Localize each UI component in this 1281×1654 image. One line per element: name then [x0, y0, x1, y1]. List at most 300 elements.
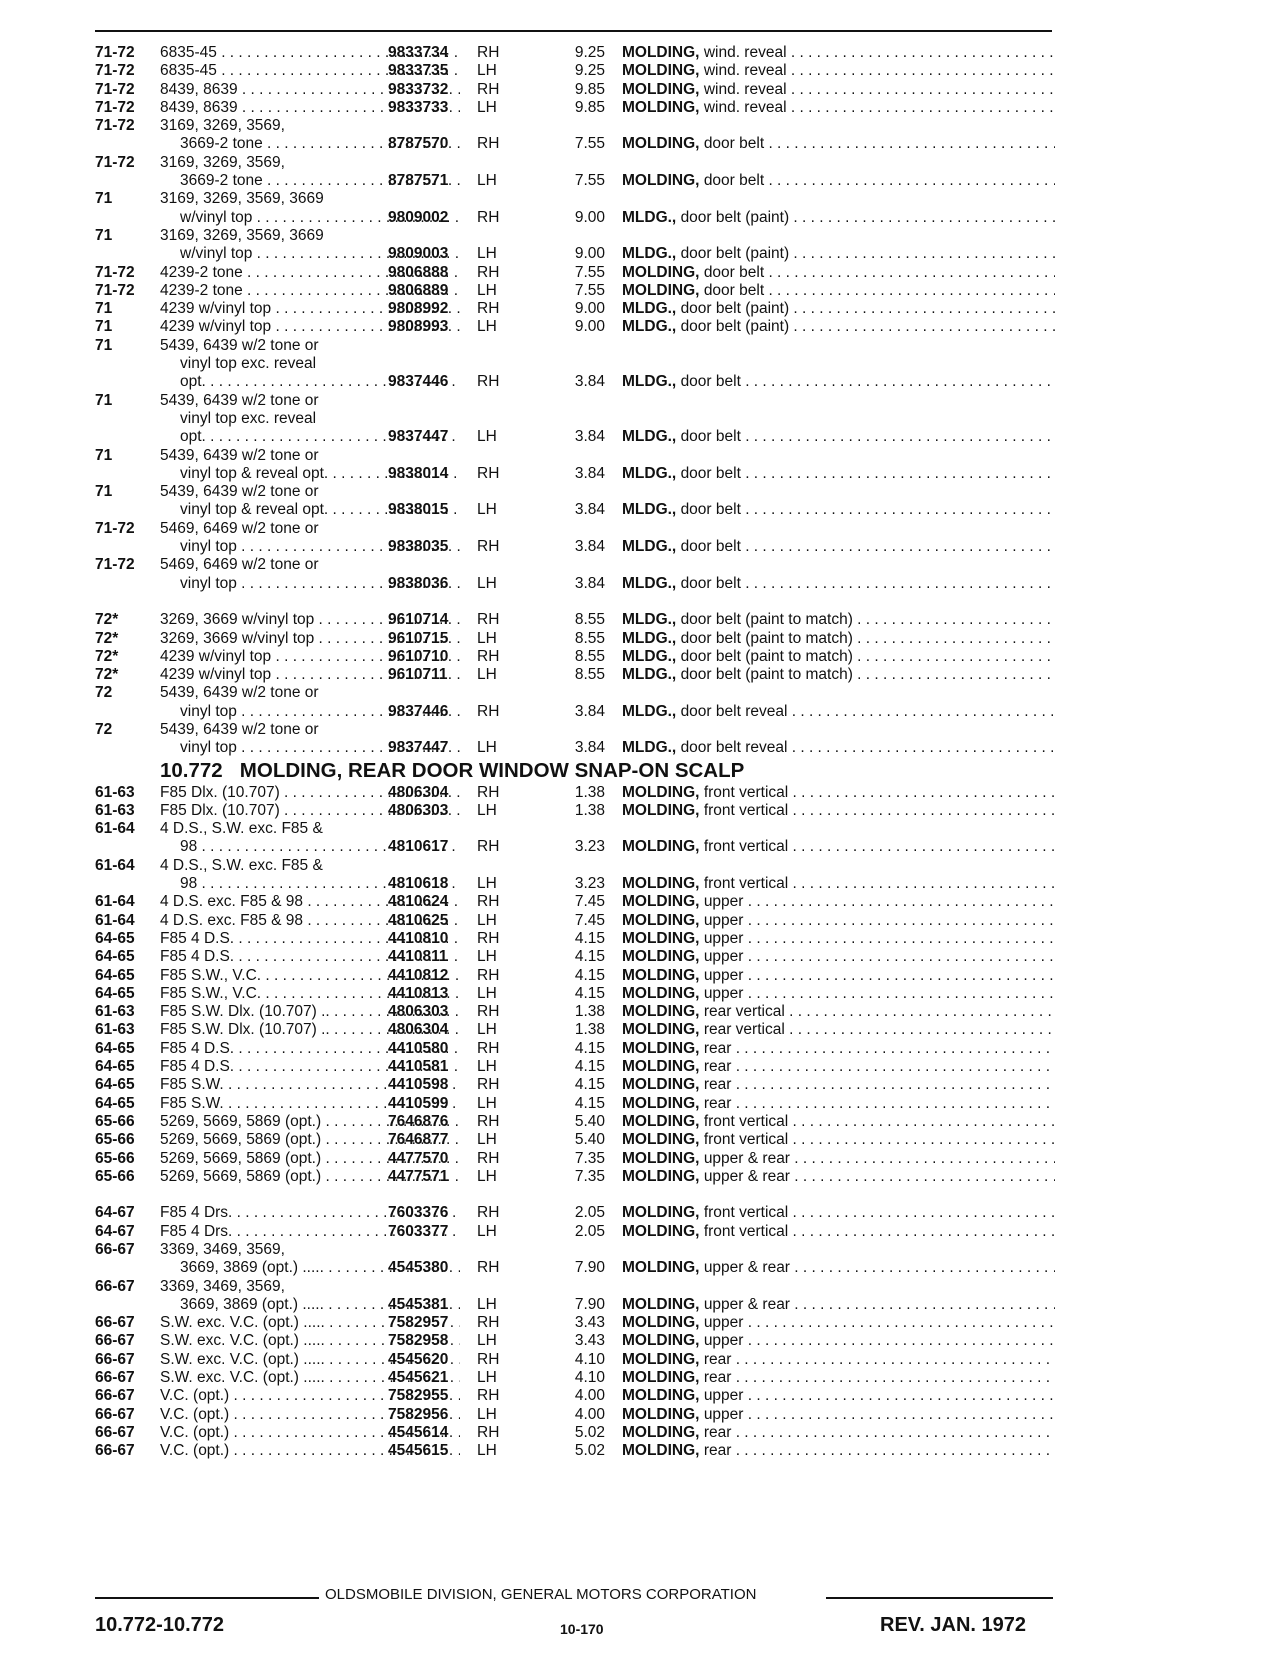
description-head: MOLDING,: [622, 172, 700, 190]
model-application-text: opt.: [180, 373, 206, 391]
part-number-text: 4545381: [388, 1295, 449, 1313]
side-text: LH: [477, 1167, 497, 1185]
price: [560, 575, 605, 593]
part-number: [388, 648, 478, 666]
model-year-text: 71-72: [95, 263, 135, 281]
description-head: MLDG.,: [622, 464, 677, 482]
model-application-text: S.W. exc. V.C. (opt.) .....: [160, 1369, 325, 1387]
part-number-text: 4410813: [388, 984, 449, 1002]
table-row: [95, 117, 1055, 135]
description: [622, 1259, 1055, 1277]
description: [622, 1021, 1055, 1039]
description: [622, 1058, 1055, 1076]
part-number-text: 4545621: [388, 1369, 449, 1387]
model-application: [160, 1278, 460, 1296]
price-text: 5.40: [574, 1131, 605, 1149]
part-number: [388, 575, 478, 593]
description-detail: door belt (paint to match): [680, 629, 853, 647]
description: [622, 465, 1055, 483]
side: [477, 1204, 507, 1222]
model-application-text: 5469, 6469 w/2 tone or: [160, 519, 319, 537]
description-detail: front vertical: [703, 1131, 789, 1149]
table-row: [95, 447, 1055, 465]
price: [560, 1332, 605, 1350]
table-row: [95, 684, 1055, 702]
description-head: MOLDING,: [622, 984, 700, 1002]
model-year-text: 64-67: [95, 1204, 135, 1222]
description: [622, 784, 1055, 802]
price-text: 9.00: [574, 300, 605, 318]
description-head: MOLDING,: [622, 838, 700, 856]
model-year-text: 71: [95, 226, 113, 244]
description-detail: front vertical: [703, 1112, 789, 1130]
model-year: [95, 1113, 157, 1131]
model-application: [180, 355, 460, 373]
side-text: RH: [477, 783, 500, 801]
price: [560, 209, 605, 227]
side: [477, 264, 507, 282]
description: [622, 1442, 1055, 1460]
part-number-text: 9610714: [388, 611, 449, 629]
price-text: 4.15: [574, 966, 605, 984]
description-head: MLDG.,: [622, 629, 677, 647]
side-text: LH: [477, 1369, 497, 1387]
part-number: [388, 1040, 478, 1058]
side: [477, 1168, 507, 1186]
model-application-text: 5469, 6469 w/2 tone or: [160, 556, 319, 574]
part-number-text: 7582956: [388, 1405, 449, 1423]
table-row: [95, 1369, 1055, 1387]
part-number: [388, 62, 478, 80]
price-text: 3.84: [574, 574, 605, 592]
description-head: MLDG.,: [622, 611, 677, 629]
side: [477, 611, 507, 629]
part-number-text: 4410812: [388, 966, 449, 984]
table-row: [95, 465, 1055, 483]
description-head: MOLDING,: [622, 1442, 700, 1460]
part-number-text: 9838036: [388, 574, 449, 592]
part-number-text: 9838015: [388, 501, 449, 519]
side: [477, 948, 507, 966]
table-row: [95, 948, 1055, 966]
description: [622, 739, 1055, 757]
description-detail: door belt: [680, 428, 741, 446]
model-year-text: 71: [95, 391, 113, 409]
description: [622, 1204, 1055, 1222]
model-year: [95, 1351, 157, 1369]
description: [622, 62, 1055, 80]
price-text: 3.84: [574, 373, 605, 391]
description: [622, 282, 1055, 300]
side: [477, 630, 507, 648]
description-detail: upper: [703, 984, 744, 1002]
model-application-text: 5439, 6439 w/2 tone or: [160, 720, 319, 738]
model-application-text: 5269, 5669, 5869 (opt.) .: [160, 1167, 330, 1185]
description-head: MLDG.,: [622, 501, 677, 519]
model-year-text: 61-64: [95, 820, 135, 838]
table-row: [95, 1314, 1055, 1332]
price: [560, 1131, 605, 1149]
side: [477, 373, 507, 391]
price: [560, 428, 605, 446]
model-year: [95, 318, 157, 336]
part-number-text: 9838035: [388, 538, 449, 556]
part-number-text: 9808993: [388, 318, 449, 336]
description-head: MLDG.,: [622, 666, 677, 684]
description-head: MOLDING,: [622, 1039, 700, 1057]
price: [560, 44, 605, 62]
description: [622, 44, 1055, 62]
model-application-text: vinyl top: [180, 702, 237, 720]
model-year: [95, 392, 157, 410]
model-application-text: vinyl top & reveal opt. .: [180, 464, 337, 482]
description: [622, 209, 1055, 227]
side: [477, 802, 507, 820]
description-detail: front vertical: [703, 1204, 789, 1222]
price-text: 3.43: [574, 1314, 605, 1332]
part-number: [388, 948, 478, 966]
side: [477, 1424, 507, 1442]
model-application-text: 3169, 3269, 3569, 3669: [160, 190, 324, 208]
price: [560, 282, 605, 300]
price: [560, 1113, 605, 1131]
price: [560, 1204, 605, 1222]
side-text: LH: [477, 911, 497, 929]
model-year-text: 71: [95, 318, 113, 336]
part-number-text: 4410811: [388, 948, 448, 966]
side: [477, 1442, 507, 1460]
model-application-text: F85 4 D.S.: [160, 948, 235, 966]
model-year-text: 64-65: [95, 1076, 135, 1094]
model-application: [160, 154, 460, 172]
price-text: 3.23: [574, 838, 605, 856]
part-number-text: 9837446: [388, 373, 449, 391]
description: [622, 245, 1055, 263]
description-head: MOLDING,: [622, 1167, 700, 1185]
side: [477, 538, 507, 556]
table-row: [95, 1095, 1055, 1113]
price-text: 2.05: [574, 1204, 605, 1222]
price-text: 9.85: [574, 98, 605, 116]
price: [560, 611, 605, 629]
side: [477, 1223, 507, 1241]
table-row: [95, 355, 1055, 373]
model-application-text: 4 D.S. exc. F85 & 98: [160, 893, 304, 911]
side: [477, 1369, 507, 1387]
description: [622, 703, 1055, 721]
description-head: MLDG.,: [622, 702, 677, 720]
price-text: 3.84: [574, 739, 605, 757]
table-row: [95, 1241, 1055, 1259]
model-year-text: 64-65: [95, 984, 135, 1002]
model-application: [160, 721, 460, 739]
price-text: 4.15: [574, 929, 605, 947]
part-number: [388, 739, 478, 757]
side-text: LH: [477, 428, 497, 446]
description: [622, 875, 1055, 893]
description-detail: door belt: [703, 281, 765, 299]
model-application-text: 4239 w/vinyl top: [160, 300, 272, 318]
model-year: [95, 44, 157, 62]
model-year-text: 64-65: [95, 1039, 135, 1057]
side-text: RH: [477, 1423, 500, 1441]
description-detail: door belt: [680, 373, 741, 391]
side-text: RH: [477, 893, 500, 911]
model-year: [95, 893, 157, 911]
parts-group-upper: [95, 44, 1055, 758]
model-application: [160, 483, 460, 501]
model-year: [95, 1278, 157, 1296]
description: [622, 648, 1055, 666]
footer-page-number: 10-170: [560, 1621, 604, 1637]
description-detail: upper & rear: [703, 1167, 790, 1185]
model-year: [95, 447, 157, 465]
model-application-text: 4239 w/vinyl top: [160, 318, 272, 336]
price: [560, 948, 605, 966]
side-text: RH: [477, 538, 500, 556]
side-text: LH: [477, 245, 497, 263]
description-head: MOLDING,: [622, 948, 700, 966]
part-number-text: 9837447: [388, 428, 449, 446]
part-number-text: 9806888: [388, 263, 449, 281]
table-row: [95, 1351, 1055, 1369]
table-row: [95, 739, 1055, 757]
price: [560, 703, 605, 721]
table-row: [95, 1021, 1055, 1039]
model-year-text: 61-63: [95, 783, 135, 801]
table-row: [95, 300, 1055, 318]
side: [477, 318, 507, 336]
side: [477, 245, 507, 263]
model-year-text: 71-72: [95, 117, 135, 135]
part-number: [388, 501, 478, 519]
description-detail: upper: [703, 893, 744, 911]
model-year-text: 66-67: [95, 1369, 135, 1387]
side-text: RH: [477, 1149, 500, 1167]
description-detail: wind. reveal: [703, 98, 787, 116]
side-text: RH: [477, 135, 500, 153]
description-head: MOLDING,: [622, 263, 700, 281]
model-year-text: 66-67: [95, 1350, 135, 1368]
table-row: [95, 264, 1055, 282]
part-number: [388, 1131, 478, 1149]
side-text: RH: [477, 1350, 500, 1368]
table-row: [95, 1406, 1055, 1424]
description-head: MOLDING,: [622, 929, 700, 947]
price: [560, 1040, 605, 1058]
side: [477, 739, 507, 757]
part-number: [388, 875, 478, 893]
model-application-text: 6835-45: [160, 44, 217, 61]
table-row: [95, 373, 1055, 391]
part-number-text: 4477570: [388, 1149, 449, 1167]
description-detail: upper: [703, 1314, 744, 1332]
model-year-text: 66-67: [95, 1405, 135, 1423]
side: [477, 172, 507, 190]
description-detail: rear: [703, 1058, 732, 1076]
description-head: MOLDING,: [622, 1387, 700, 1405]
description: [622, 1332, 1055, 1350]
part-number-text: 7603376: [388, 1204, 449, 1222]
model-application-text: 3669-2 tone: [180, 135, 263, 153]
price-text: 3.84: [574, 428, 605, 446]
section-number: 10.772: [160, 758, 223, 782]
table-row: [95, 428, 1055, 446]
model-year: [95, 1040, 157, 1058]
model-year-text: 64-65: [95, 929, 135, 947]
side-text: RH: [477, 929, 500, 947]
price-text: 3.23: [574, 875, 605, 893]
price-text: 1.38: [574, 1003, 605, 1021]
model-application-text: F85 Dlx. (10.707): [160, 801, 280, 819]
model-year: [95, 611, 157, 629]
side-text: LH: [477, 172, 497, 190]
side-text: LH: [477, 1442, 497, 1460]
description: [622, 630, 1055, 648]
table-row: [95, 1040, 1055, 1058]
model-application-text: vinyl top: [180, 538, 237, 556]
description-head: MOLDING,: [622, 1369, 700, 1387]
model-year: [95, 967, 157, 985]
description: [622, 1223, 1055, 1241]
part-number-text: 9809002: [388, 208, 449, 226]
model-year-text: 72: [95, 684, 113, 702]
side: [477, 893, 507, 911]
side: [477, 282, 507, 300]
side-text: LH: [477, 1021, 497, 1039]
model-application-text: 5269, 5669, 5869 (opt.) .: [160, 1149, 330, 1167]
model-application-text: 5439, 6439 w/2 tone or: [160, 391, 319, 409]
price: [560, 1223, 605, 1241]
part-number-text: 9833734: [388, 44, 449, 61]
part-number-text: 4810618: [388, 875, 449, 893]
table-row: [95, 1003, 1055, 1021]
description-detail: door belt (paint to match): [680, 647, 853, 665]
side: [477, 967, 507, 985]
price: [560, 893, 605, 911]
price-text: 7.45: [574, 893, 605, 911]
price-text: 5.02: [574, 1442, 605, 1460]
model-year: [95, 1003, 157, 1021]
model-application: [160, 447, 460, 465]
part-number: [388, 318, 478, 336]
side-text: RH: [477, 647, 500, 665]
model-year-text: 61-63: [95, 801, 135, 819]
side: [477, 300, 507, 318]
side: [477, 1387, 507, 1405]
description: [622, 1296, 1055, 1314]
table-row: [95, 721, 1055, 739]
part-number: [388, 209, 478, 227]
model-application-text: S.W. exc. V.C. (opt.) .....: [160, 1350, 325, 1368]
price: [560, 1314, 605, 1332]
description-head: MOLDING,: [622, 1003, 700, 1021]
table-row: [95, 1204, 1055, 1222]
part-number: [388, 1314, 478, 1332]
price: [560, 318, 605, 336]
table-row: [95, 227, 1055, 245]
model-year: [95, 556, 157, 574]
model-year-text: 66-67: [95, 1332, 135, 1350]
model-application-text: w/vinyl top: [180, 245, 253, 263]
description-detail: upper: [703, 929, 744, 947]
side: [477, 1150, 507, 1168]
price-text: 7.55: [574, 135, 605, 153]
side: [477, 912, 507, 930]
part-number: [388, 1058, 478, 1076]
table-row: [95, 630, 1055, 648]
price-text: 4.00: [574, 1387, 605, 1405]
price: [560, 1442, 605, 1460]
price-text: 9.25: [574, 44, 605, 61]
model-year-text: 71: [95, 483, 113, 501]
table-row: [95, 44, 1055, 62]
table-row: [95, 875, 1055, 893]
side: [477, 1058, 507, 1076]
side-text: LH: [477, 801, 497, 819]
model-application: [160, 392, 460, 410]
price-text: 4.00: [574, 1405, 605, 1423]
description-detail: front vertical: [703, 801, 789, 819]
side-text: LH: [477, 875, 497, 893]
model-year: [95, 520, 157, 538]
table-row: [95, 703, 1055, 721]
description-head: MOLDING,: [622, 1423, 700, 1441]
model-year-text: 71-72: [95, 62, 135, 80]
price: [560, 1168, 605, 1186]
model-year-text: 72*: [95, 611, 119, 629]
description: [622, 1369, 1055, 1387]
part-number: [388, 99, 478, 117]
description-detail: rear vertical: [703, 1021, 785, 1039]
part-number: [388, 1296, 478, 1314]
model-application-text: 5269, 5669, 5869 (opt.) .: [160, 1112, 330, 1130]
table-row: [95, 410, 1055, 428]
side-text: LH: [477, 984, 497, 1002]
description: [622, 967, 1055, 985]
description-head: MOLDING,: [622, 875, 700, 893]
table-row: [95, 190, 1055, 208]
description: [622, 1168, 1055, 1186]
model-application: [160, 684, 460, 702]
model-year-text: 61-64: [95, 893, 135, 911]
description-detail: door belt (paint): [680, 318, 790, 336]
model-application-text: vinyl top & reveal opt. .: [180, 501, 337, 519]
model-application-text: w/vinyl top: [180, 208, 253, 226]
model-application-text: 5439, 6439 w/2 tone or: [160, 446, 319, 464]
side-text: LH: [477, 1094, 497, 1112]
description: [622, 1003, 1055, 1021]
description: [622, 373, 1055, 391]
part-number: [388, 630, 478, 648]
table-row: [95, 245, 1055, 263]
part-number: [388, 1113, 478, 1131]
part-number: [388, 465, 478, 483]
price: [560, 1021, 605, 1039]
part-number: [388, 1406, 478, 1424]
description-detail: wind. reveal: [703, 62, 787, 80]
description-head: MOLDING,: [622, 1021, 700, 1039]
model-application-text: F85 4 Drs.: [160, 1222, 233, 1240]
description: [622, 1424, 1055, 1442]
model-year: [95, 227, 157, 245]
model-application-text: 3669-2 tone: [180, 172, 263, 190]
part-number: [388, 1442, 478, 1460]
model-year: [95, 300, 157, 318]
side-text: LH: [477, 1332, 497, 1350]
price: [560, 172, 605, 190]
table-row: [95, 1278, 1055, 1296]
